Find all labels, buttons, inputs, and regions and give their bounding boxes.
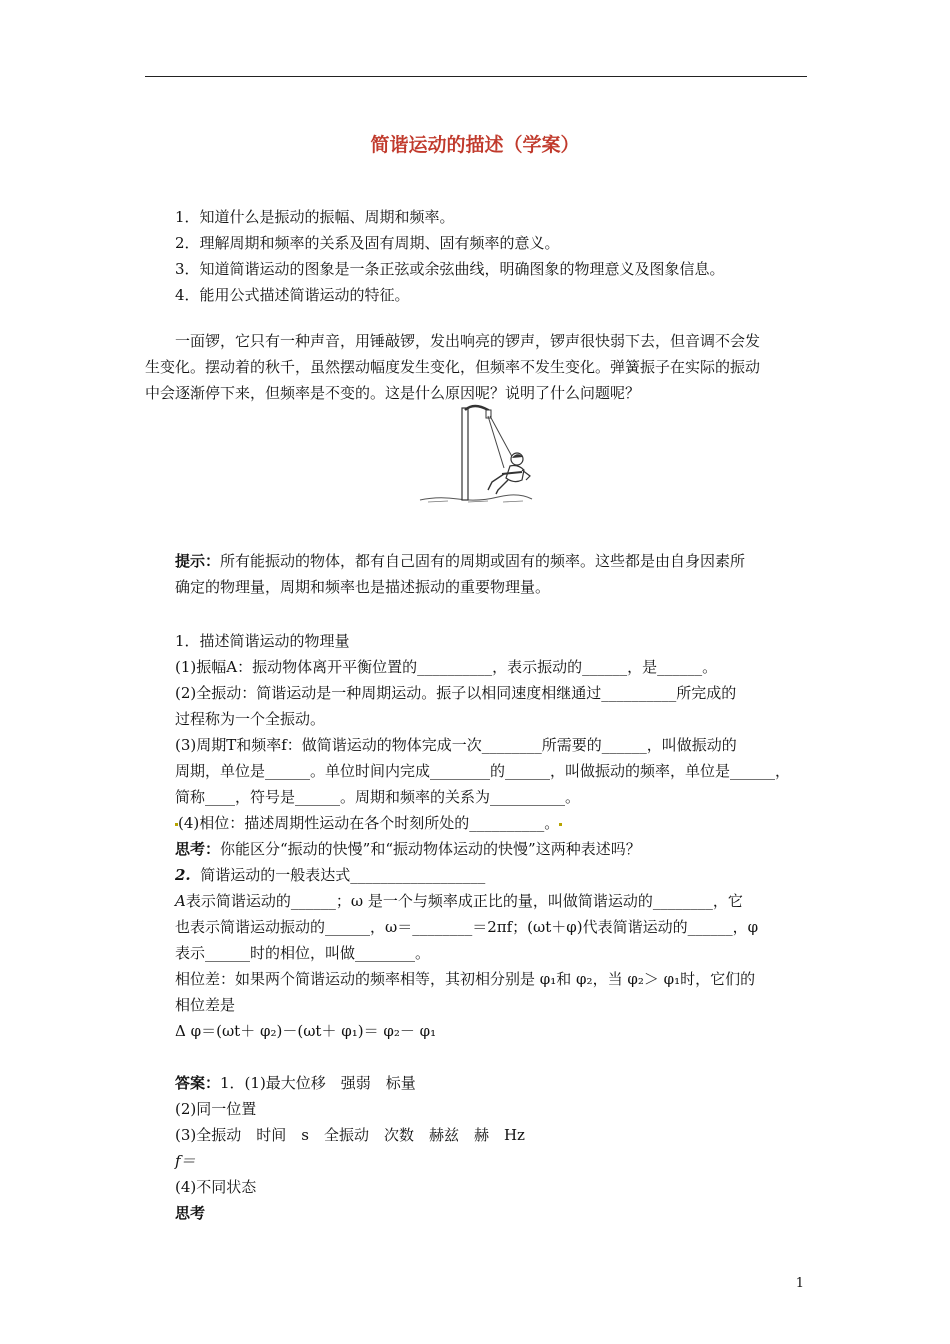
objective-3: 3．知道简谐运动的图象是一条正弦或余弦曲线，明确图象的物理意义及图象信息。: [175, 260, 725, 278]
section1-line-6: 简称____，符号是______。周期和频率的关系为__________。: [175, 788, 581, 806]
section2-heading: 简谐运动的一般表达式__________________: [200, 866, 486, 884]
page-title: 简谐运动的描述（学案）: [370, 134, 580, 156]
objective-4: 4．能用公式描述简谐运动的特征。: [175, 286, 410, 304]
swing-illustration: [418, 404, 534, 504]
amplitude-symbol: A: [175, 892, 186, 910]
section1-line-5: 周期，单位是______。单位时间内完成________的______，叫做振动的频率，单位是______，: [175, 762, 791, 780]
section1-heading: 1．描述简谐运动的物理量: [175, 632, 350, 650]
phase-difference-formula: Δ φ＝(ωt＋ φ₂)－(ωt＋ φ₁)＝ φ₂－ φ₁: [175, 1022, 437, 1040]
objective-1: 1．知道什么是振动的振幅、周期和频率。: [175, 208, 455, 226]
answer-line-1: [175, 1071, 416, 1095]
intro-line-1: 一面锣，它只有一种声音，用锤敲锣，发出响亮的锣声，锣声很快弱下去，但音调不会发: [175, 332, 761, 350]
hint-text-1: 所有能振动的物体，都有自己固有的周期或固有的频率。这些都是由自身因素所: [220, 552, 746, 570]
answer-text-1: 1．(1)最大位移 强弱 标量: [220, 1074, 416, 1092]
section2-number: 2.: [175, 866, 191, 884]
section2-line-2: 也表示简谐运动振动的______，ω＝________＝2πf；(ωt＋φ)代表简谐运动的______，φ: [175, 918, 759, 936]
answer-line-4: f＝: [175, 1152, 196, 1170]
section2-heading-row: [175, 863, 485, 887]
answer-line-3: (3)全振动 时间 s 全振动 次数 赫兹 赫 Hz: [175, 1126, 525, 1144]
think-label: 思考：: [175, 840, 221, 858]
section2-line-5: 相位差是: [175, 996, 236, 1014]
section1-line-1: (1)振幅A：振动物体离开平衡位置的__________，表示振动的______，是______。: [175, 658, 718, 676]
section1-line-3: 过程称为一个全振动。: [175, 710, 326, 728]
mark-dot: [559, 823, 562, 826]
answer-line-6: 思考: [175, 1204, 206, 1222]
section2-line-1: [175, 889, 743, 913]
page-number: 1: [795, 1276, 804, 1291]
hint-line-2: 确定的物理量，周期和频率也是描述振动的重要物理量。: [175, 578, 551, 596]
think-text: 你能区分“振动的快慢”和“振动物体运动的快慢”这两种表述吗？: [220, 840, 641, 858]
section1-line-2: (2)全振动：简谐运动是一种周期运动。振子以相同速度相继通过__________所完成的: [175, 684, 737, 702]
hint-label: 提示：: [175, 552, 221, 570]
intro-line-3: 中会逐渐停下来，但频率是不变的。这是什么原因呢？说明了什么问题呢？: [145, 384, 641, 402]
section2-line-4: 相位差：如果两个简谐运动的频率相等，其初相分别是 φ₁和 φ₂，当 φ₂＞ φ₁时，它们的: [175, 970, 756, 988]
hint-line-1: [175, 549, 745, 573]
intro-line-2: 生变化。摆动着的秋千，虽然摆动幅度发生变化，但频率不发生变化。弹簧振子在实际的振动: [145, 358, 761, 376]
answer-line-2: (2)同一位置: [175, 1100, 257, 1118]
section1-line-7-row: [175, 811, 562, 835]
section1-line-4: (3)周期T和频率f：做简谐运动的物体完成一次________所需要的______，叫做振动的: [175, 736, 737, 754]
answer-label: 答案：: [175, 1074, 221, 1092]
objective-2: 2．理解周期和频率的关系及固有周期、固有频率的意义。: [175, 234, 560, 252]
section2-line-3: 表示______时的相位，叫做________。: [175, 944, 431, 962]
section1-line-7: (4)相位：描述周期性运动在各个时刻所处的__________。: [178, 814, 560, 832]
answer-line-5: (4)不同状态: [175, 1178, 257, 1196]
section2-line-1-text: 表示简谐运动的______；ω 是一个与频率成正比的量，叫做简谐运动的________，它: [185, 892, 743, 910]
header-rule: [145, 76, 807, 77]
think-line: [175, 837, 641, 861]
